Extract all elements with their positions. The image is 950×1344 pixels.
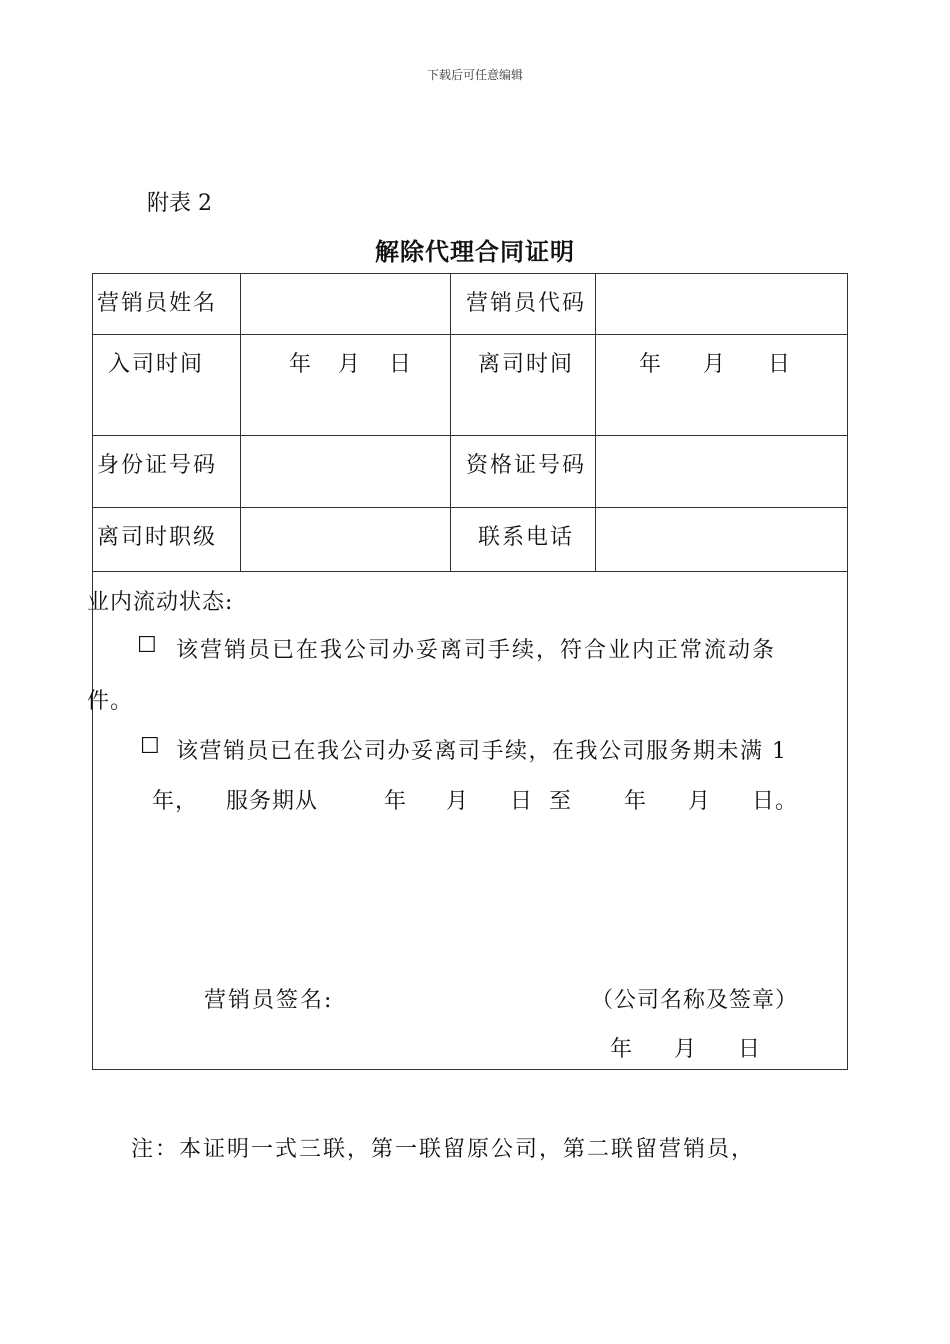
- label-id-number: 身份证号码: [97, 453, 218, 478]
- label-leave-date: 离司时间: [478, 352, 575, 377]
- header-note: 下载后可任意编辑: [426, 68, 523, 82]
- label-join-date: 入司时间: [108, 352, 205, 377]
- option2-checkbox[interactable]: ☐: [140, 734, 161, 759]
- agent-signature-label: 营销员签名:: [204, 988, 334, 1013]
- sign-date-month: 月: [674, 1037, 698, 1062]
- company-seal-label: （公司名称及签章）: [591, 988, 799, 1013]
- option2-to: 至: [549, 789, 573, 814]
- option2-text: 该营销员已在我公司办妥离司手续，在我公司服务期未满 1: [176, 739, 788, 764]
- join-date-month: 月: [338, 352, 363, 377]
- option2-month1: 月: [446, 789, 470, 814]
- join-date-day: 日: [389, 352, 414, 377]
- table-divider: [450, 273, 451, 571]
- option1-text: 该营销员已在我公司办妥离司手续，符合业内正常流动条: [176, 638, 777, 663]
- footnote: 注：本证明一式三联，第一联留原公司，第二联留营销员，: [131, 1137, 756, 1162]
- label-agent-code: 营销员代码: [466, 291, 587, 316]
- table-divider: [92, 435, 848, 436]
- option2-year2: 年: [624, 789, 648, 814]
- sign-date-day: 日: [738, 1037, 762, 1062]
- option2-year1: 年: [384, 789, 408, 814]
- leave-date-year: 年: [639, 352, 664, 377]
- label-rank-at-leave: 离司时职级: [97, 525, 218, 550]
- option2-service-from: 服务期从: [226, 789, 319, 814]
- option2-month2: 月: [688, 789, 712, 814]
- option1-checkbox[interactable]: ☐: [137, 633, 158, 658]
- status-heading: 业内流动状态:: [87, 590, 234, 615]
- certificate-table: [92, 273, 848, 1070]
- table-divider: [92, 334, 848, 335]
- label-contact-phone: 联系电话: [478, 525, 575, 550]
- option2-year-unit: 年，: [152, 789, 199, 814]
- join-date-year: 年: [289, 352, 314, 377]
- sign-date-year: 年: [610, 1037, 634, 1062]
- table-divider: [595, 273, 596, 571]
- leave-date-day: 日: [768, 352, 793, 377]
- document-title: 解除代理合同证明: [375, 238, 575, 266]
- label-agent-name: 营销员姓名: [97, 291, 218, 316]
- leave-date-month: 月: [703, 352, 728, 377]
- option2-day2: 日。: [752, 789, 799, 814]
- option2-day1: 日: [510, 789, 534, 814]
- table-divider: [92, 507, 848, 508]
- label-qualification-number: 资格证号码: [466, 453, 587, 478]
- appendix-label: 附表 2: [147, 191, 212, 216]
- table-divider: [240, 273, 241, 571]
- option1-text-continued: 件。: [87, 689, 134, 714]
- table-divider: [92, 571, 848, 572]
